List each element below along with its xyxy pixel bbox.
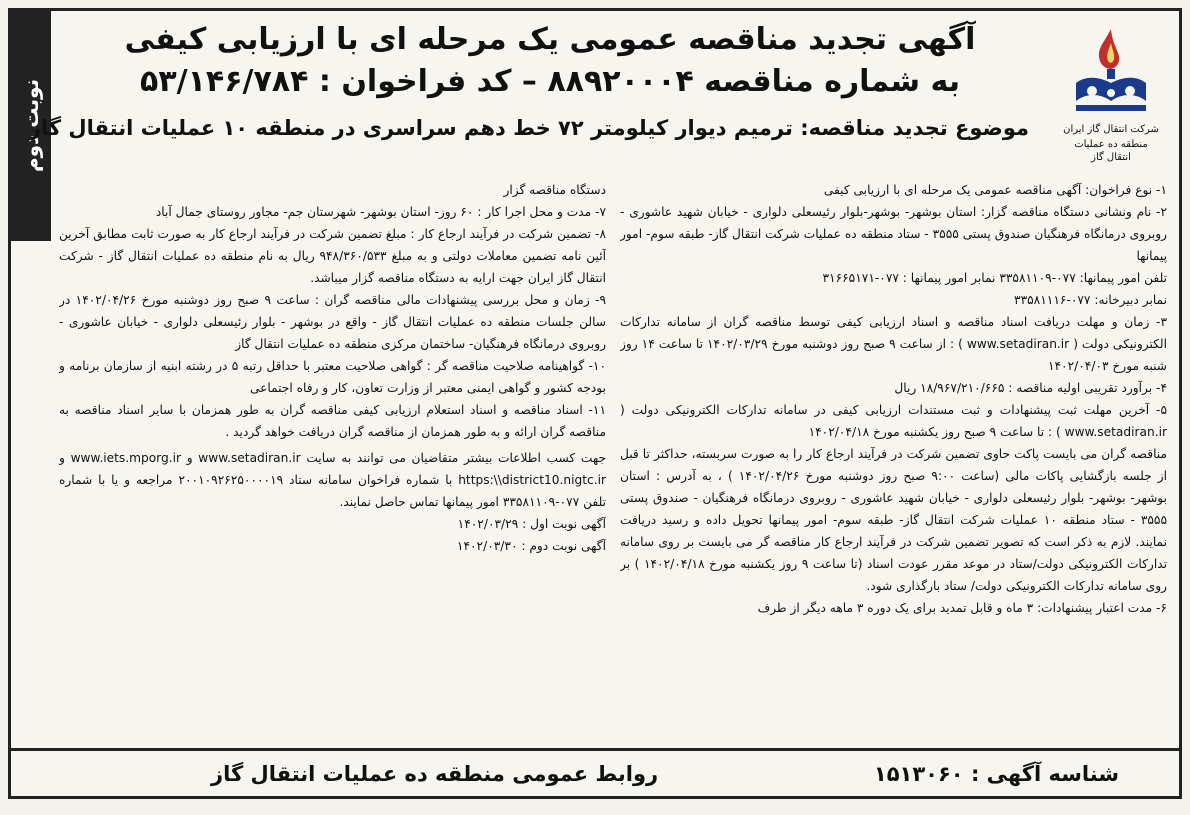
second-round-date: آگهی نوبت دوم : ۱۴۰۲/۰۳/۳۰ [456, 539, 606, 553]
notice-title: آگهی تجدید مناقصه عمومی یک مرحله ای با ارزیابی کیفی [124, 22, 976, 57]
clause: ۳- زمان و مهلت دریافت اسناد مناقصه و اسناد ارزیابی کیفی توسط مناقصه گران از سامانه تدارکات الکترونیکی دولت ( www.setadiran.ir ) : از ساعت ۹ صبح روز دوشنبه مورخ ۱۴۰۲/۰۳/۲۹ تا ساعت ۱۴ روز شنبه مورخ ۱۴۰۲/۰۴/۰۳ [620, 315, 1167, 373]
clause: ۴- برآورد تقریبی اولیه مناقصه : ۱۸/۹۶۷/۲۱۰/۶۶۵ ریال [894, 381, 1167, 395]
notice-body [59, 179, 1167, 749]
tender-notice [8, 8, 1182, 799]
clause: ۹- زمان و محل بررسی پیشنهادات مالی مناقصه گران : ساعت ۹ صبح روز دوشنبه مورخ ۱۴۰۲/۰۴/۲۶ در سالن جلسات منطقه ده عملیات انتقال گاز - واقع در بوشهر - بلوار رئیسعلی دلواری - خیابان عاشوری - روبروی درمانگاه فرهنگیان- ساختمان مرکزی منطقه ده عملیات انتقال گاز [59, 293, 606, 351]
first-round-date: آگهی نوبت اول : ۱۴۰۲/۰۳/۲۹ [457, 517, 606, 531]
clause: ۷- مدت و محل اجرا کار : ۶۰ روز- استان بوشهر- شهرستان جم- مجاور روستای جمال آباد [155, 205, 606, 219]
ad-id: شناسه آگهی : ۱۵۱۳۰۶۰ [873, 761, 1119, 786]
logo-text-1: شرکت انتقال گاز ایران [1063, 124, 1159, 135]
clause: دستگاه مناقصه گزار [503, 183, 606, 197]
clause: مناقصه گران می بایست پاکت حاوی تضمین شرکت در فرآیند ارجاع کار را به صورت سربسته، حداکثر تا قبل از جلسه بازگشایی پاکات مالی (ساعت ۹:۰۰ صبح روز دوشنبه مورخ ۱۴۰۲/۰۴/۲۶ ) ، به آدرس : استان بوشهر- بوشهر- بلوار رئیسعلی دلواری - خیابان شهید عاشوری - روبروی درمانگاه فرهنگیان - صندوق پستی ۳۵۵۵ - ستاد منطقه ۱۰ عملیات شرکت انتقال گاز- طبقه سوم- امور پیمانها تحویل داده و رسید دریافت نمایند. لازم به ذکر است که تصویر تضمین شرکت در فرآیند ارجاع کار مناقصه گر می بایست بر روی سامانه تدارکات الکترونیکی دولت/ستاد در موعد مقرر عودت اسناد (تا ساعت ۹ روز یکشنبه مورخ ۱۴۰۲/۰۴/۱۸ ) بر روی سامانه تدارکات الکترونیکی دولت/ ستاد بارگذاری شود. [620, 447, 1167, 593]
clause: نمابر دبیرخانه: ۰۷۷-۳۳۵۸۱۱۱۶ [1014, 293, 1167, 307]
contact-info: جهت کسب اطلاعات بیشتر متقاضیان می توانند به سایت www.setadiran.ir و www.iets.mporg.ir و https:\\district10.nigtc.ir با شماره فراخوان سامانه ستاد ۲۰۰۱۰۹۲۶۲۵۰۰۰۰۱۹ مراجعه و یا با شماره تلفن ۰۷۷-۳۳۵۸۱۱۰۹ امور پیمانها تماس حاصل نمایند. [59, 451, 606, 509]
clause: ۱- نوع فراخوان: آگهی مناقصه عمومی یک مرحله ای با ارزیابی کیفی [823, 183, 1167, 197]
company-logo [1061, 21, 1161, 161]
logo-text-2: منطقه ده عملیات انتقال گاز [1074, 139, 1148, 163]
footer [11, 748, 1179, 796]
clause: ۲- نام ونشانی دستگاه مناقصه گزار: استان بوشهر- بوشهر-بلوار رئیسعلی دلواری - خیابان شهید عاشوری - روبروی درمانگاه فرهنگیان صندوق پستی ۳۵۵۵ - ستاد منطقه ده عملیات شرکت انتقال گاز- طبقه سوم- امور پیمانها [620, 205, 1167, 263]
right-column [620, 179, 1167, 749]
clause: ۵- آخرین مهلت ثبت پیشنهادات و ثبت مستندات ارزیابی کیفی در سامانه تدارکات الکترونیکی دولت ( www.setadiran.ir ) : تا ساعت ۹ صبح روز یکشنبه مورخ ۱۴۰۲/۰۴/۱۸ [620, 403, 1167, 439]
tender-number: به شماره مناقصه ۸۸۹۲۰۰۰۴ – کد فراخوان : ۵۳/۱۴۶/۷۸۴ [140, 64, 960, 99]
gas-company-logo-icon [1066, 21, 1156, 121]
left-column [59, 179, 606, 749]
public-relations: روابط عمومی منطقه ده عملیات انتقال گاز [211, 761, 659, 786]
round-label: نوبت دوم [19, 79, 43, 173]
clause: تلفن امور پیمانها: ۰۷۷-۳۳۵۸۱۱۰۹ نمابر امور پیمانها : ۰۷۷-۳۱۶۶۵۱۷۱ [822, 271, 1167, 285]
clause: ۱۰- گواهینامه صلاحیت مناقصه گر : گواهی صلاحیت معتبر با حداقل رتبه ۵ در رشته ابنیه از سازمان برنامه و بودجه کشور و گواهی ایمنی معتبر از وزارت تعاون، کار و رفاه اجتماعی [59, 359, 606, 395]
header [11, 11, 1179, 179]
clause: ۱۱- اسناد مناقصه و اسناد استعلام ارزیابی کیفی مناقصه گران به طور همزمان با سایر اسناد مناقصه به مناقصه گران ارائه و به طور همزمان از مناقصه گران دریافت خواهد گردید . [59, 403, 606, 439]
title-block [28, 19, 1029, 145]
clause: ۶- مدت اعتبار پیشنهادات: ۳ ماه و قابل تمدید برای یک دوره ۳ ماهه دیگر از طرف [757, 601, 1167, 615]
clause: ۸- تضمین شرکت در فرآیند ارجاع کار : مبلغ تضمین شرکت در فرآیند ارجاع کار به صورت ثابت مطابق آخرین آئین نامه تضمین معاملات دولتی و به مبلغ ۹۴۸/۳۶۰/۵۳۳ ریال به نام منطقه ده عملیات انتقال گاز - شرکت انتقال گاز ایران جهت ارایه به دستگاه مناقصه گزار میباشد. [59, 227, 606, 285]
tender-subject: موضوع تجدید مناقصه: ترمیم دیوار کیلومتر ۷۲ خط دهم سراسری در منطقه ۱۰ عملیات انتقال گاز [28, 116, 1029, 140]
